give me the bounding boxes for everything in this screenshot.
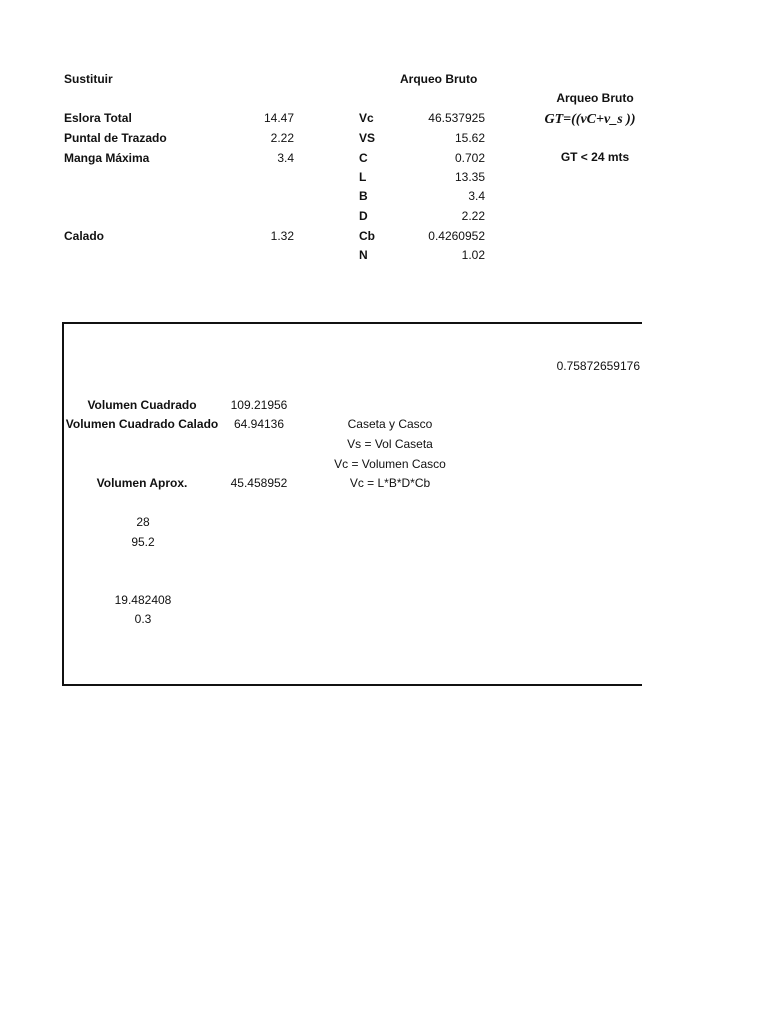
manga-value: 3.4 bbox=[277, 151, 294, 165]
volumen-cuadrado-label: Volumen Cuadrado bbox=[87, 398, 197, 412]
side-title: Arqueo Bruto bbox=[556, 91, 634, 105]
puntal-label: Puntal de Trazado bbox=[64, 131, 167, 145]
misc-value-28: 28 bbox=[136, 515, 150, 529]
param-b-value: 3.4 bbox=[468, 189, 485, 203]
eslora-total-label: Eslora Total bbox=[64, 111, 132, 125]
volumen-aprox-value: 45.458952 bbox=[230, 476, 288, 490]
eslora-total-value: 14.47 bbox=[263, 111, 294, 125]
note-caseta-casco: Caseta y Casco bbox=[347, 417, 433, 431]
note-vs: Vs = Vol Caseta bbox=[347, 437, 433, 451]
param-vc-label: Vc bbox=[359, 111, 374, 125]
param-n-value: 1.02 bbox=[461, 248, 485, 262]
param-d-label: D bbox=[359, 209, 368, 223]
calado-value: 1.32 bbox=[270, 229, 294, 243]
volumen-cuadrado-calado-value: 64.94136 bbox=[233, 417, 285, 431]
calado-label: Calado bbox=[64, 229, 105, 243]
param-l-value: 13.35 bbox=[454, 170, 485, 184]
param-cb-label: Cb bbox=[359, 229, 375, 243]
param-c-value: 0.702 bbox=[454, 151, 485, 165]
gt-formula: GT=((vC+v_s )) bbox=[544, 112, 636, 127]
sustituir-heading: Sustituir bbox=[64, 72, 113, 86]
param-vs-label: VS bbox=[359, 131, 376, 145]
param-d-value: 2.22 bbox=[461, 209, 485, 223]
param-vc-value: 46.537925 bbox=[428, 111, 485, 125]
misc-value-19: 19.482408 bbox=[114, 593, 172, 607]
param-n-label: N bbox=[359, 248, 368, 262]
puntal-value: 2.22 bbox=[270, 131, 294, 145]
note-vc-formula: Vc = L*B*D*Cb bbox=[349, 476, 431, 490]
volumen-cuadrado-value: 109.21956 bbox=[230, 398, 288, 412]
param-cb-value: 0.4260952 bbox=[428, 229, 485, 243]
misc-value-95: 95.2 bbox=[131, 535, 155, 549]
volumen-cuadrado-calado-label: Volumen Cuadrado Calado bbox=[65, 417, 219, 431]
misc-value-03: 0.3 bbox=[134, 612, 152, 626]
arqueo-bruto-heading: Arqueo Bruto bbox=[400, 72, 478, 86]
note-vc: Vc = Volumen Casco bbox=[334, 457, 446, 471]
param-c-label: C bbox=[359, 151, 368, 165]
param-l-label: L bbox=[359, 170, 367, 184]
top-ratio-value: 0.75872659176 bbox=[556, 359, 640, 373]
gt-note: GT < 24 mts bbox=[560, 150, 630, 164]
param-vs-value: 15.62 bbox=[454, 131, 485, 145]
calculation-box bbox=[62, 322, 642, 686]
param-b-label: B bbox=[359, 189, 368, 203]
manga-label: Manga Máxima bbox=[64, 151, 150, 165]
volumen-aprox-label: Volumen Aprox. bbox=[96, 476, 188, 490]
